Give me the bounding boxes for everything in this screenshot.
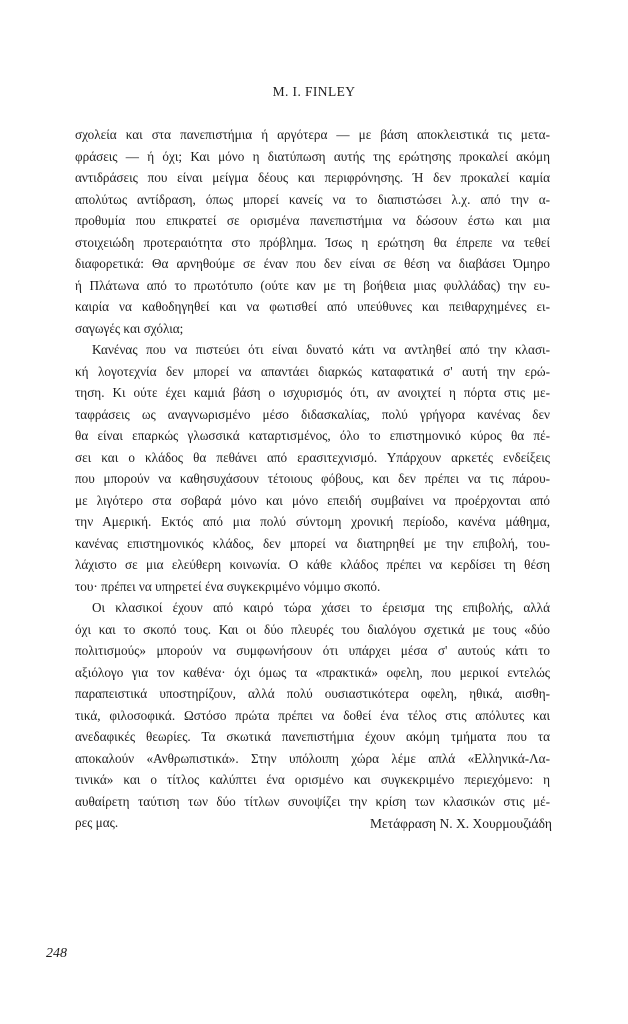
text-line: κή λογοτεχνία δεν μπορεί να απαντάει διαρκώς καταφατικά σ' αυτή την ερώ- — [75, 363, 550, 379]
text-line: καιρία να καθοδηγηθεί και να φωτισθεί από υπεύθυνες και πειθαρχημένες ει- — [75, 299, 550, 314]
text-line: λάχιστο σε μια ελεύθερη κοινωνία. Ο κάθε κλάδος πρέπει να κερδίσει τη θέση — [75, 557, 550, 572]
translator-signature: Μετάφραση Ν. Χ. Χουρμουζιάδη — [370, 816, 552, 831]
text-line: ρες μας. — [75, 815, 119, 830]
page-number: 248 — [46, 946, 67, 961]
text-line: ταφράσεις ως αναγνωρισμένο μέσο διδασκαλίας, πολύ γρήγορα κανένας δεν — [75, 406, 550, 422]
text-line: στοιχειώδη προτεραιότητα στο πρόβλημα. Ίσως η ερώτηση θα έπρεπε να τεθεί — [75, 234, 550, 250]
text-line: αντιδράσεις που είναι μείγμα δέους και περιφρόνησης. Ή δεν προκαλεί καμία — [75, 170, 550, 185]
text-line: αξιόλογο για τον καθένα· όχι όμως τα «πρακτικά» οφελη, που μερικοί εντελώς — [75, 664, 550, 680]
text-line: με λιγότερο στα σοβαρά μόνο και μόνο επειδή συμβαίνει να προέρχονται από — [75, 492, 550, 508]
text-line: σαγωγές και σχόλια; — [75, 320, 184, 336]
text-line: ή Πλάτωνα από το πρωτότυπο (ούτε καν με τη βοήθεια μιας φυλλάδας) την ευ- — [75, 277, 550, 293]
text-line: παραπειστικά υποστηρίζουν, αλλά πολύ ουσιαστικότερα οφελη, ηθικά, αισθη- — [75, 686, 550, 701]
text-line: του· πρέπει να υπηρετεί ένα συγκεκριμένο νόμιμο σκοπό. — [75, 578, 381, 594]
text-line: πολιτισμούς» μπορούν να συμφωνήσουν ότι υπάρχει μέσα σ' αυτούς κάτι το — [75, 643, 550, 658]
text-line: που μπορούν να καθησυχάσουν τέτοιους φόβους, και δεν πρέπει να τις πάρου- — [75, 471, 550, 486]
text-line: θα είναι επαρκώς γλωσσικά καταρτισμένος, όλο το επιστημονικό κύρος θα πέ- — [75, 428, 550, 443]
running-head: M. I. FINLEY — [272, 84, 356, 99]
text-line: Κανένας που να πιστεύει ότι είναι δυνατό κάτι να αντληθεί από την κλασι- — [92, 342, 550, 357]
text-line: διαφορετικά: Θα αρνηθούμε σε έναν που δεν είναι σε θέση να διαβάσει Όμηρο — [75, 256, 550, 271]
text-line: τικά, φιλοσοφικά. Ωστόσο πρώτα πρέπει να δοθεί ένα τέλος στις απόλυτες και — [75, 707, 550, 723]
text-line: προθυμία που επικρατεί σε ορισμένα πανεπιστήμια να δώσουν έστω και μια — [75, 213, 550, 228]
text-line: κανένας επιστημονικός κλάδος, δεν μπορεί να διατηρηθεί με την επιβολή, του- — [75, 535, 550, 551]
text-line: σει και ο κλάδος θα πεθάνει από ερασιτεχνισμό. Υπάρχουν αρκετές ενδείξεις — [75, 449, 550, 465]
text-line: την Αμερική. Εκτός από μια πολύ σύντομη χρονική περίοδο, κανένα μάθημα, — [75, 514, 550, 529]
body-text — [75, 124, 550, 834]
text-line: τηση. Κι ούτε έχει καμιά βάση ο ισχυρισμός ότι, αν ανοιχτεί η πόρτα στις με- — [75, 385, 550, 400]
text-line: απολύτως αντίδραση, όπως μπορεί κανείς να το διαπιστώσει λ.χ. από την α- — [75, 191, 550, 207]
text-line: τινικά» και ο τίτλος καλύπτει ένα ορισμένο και συγκεκριμένο περιεχόμενο: η — [75, 772, 550, 787]
text-line: σχολεία και στα πανεπιστήμια ή αργότερα — με βάση αποκλειστικά τις μετα- — [75, 127, 550, 142]
text-line: φράσεις — ή όχι; Και μόνο η διατύπωση αυτής της ερώτησης προκαλεί ακόμη — [75, 148, 550, 164]
text-line: αποκαλούν «Ανθρωπιστικά». Στην υπόλοιπη χώρα λέμε απλά «Ελληνικά-Λα- — [75, 750, 550, 766]
text-line: ανεδαφικές θεωρίες. Τα σκωτικά πανεπιστήμια έχουν ακόμη τμήματα που τα — [75, 729, 550, 744]
text-line: όχι και το σκοπό τους. Και οι δύο πλευρές του διαλόγου σχετικά με τους «δύο — [75, 621, 550, 637]
text-line: αυθαίρετη ταύτιση των δύο τίτλων συνοψίζει την κρίση των κλασικών στις μέ- — [75, 793, 550, 809]
text-line: Οι κλασικοί έχουν από καιρό τώρα χάσει το έρεισμα της επιβολής, αλλά — [92, 600, 550, 615]
